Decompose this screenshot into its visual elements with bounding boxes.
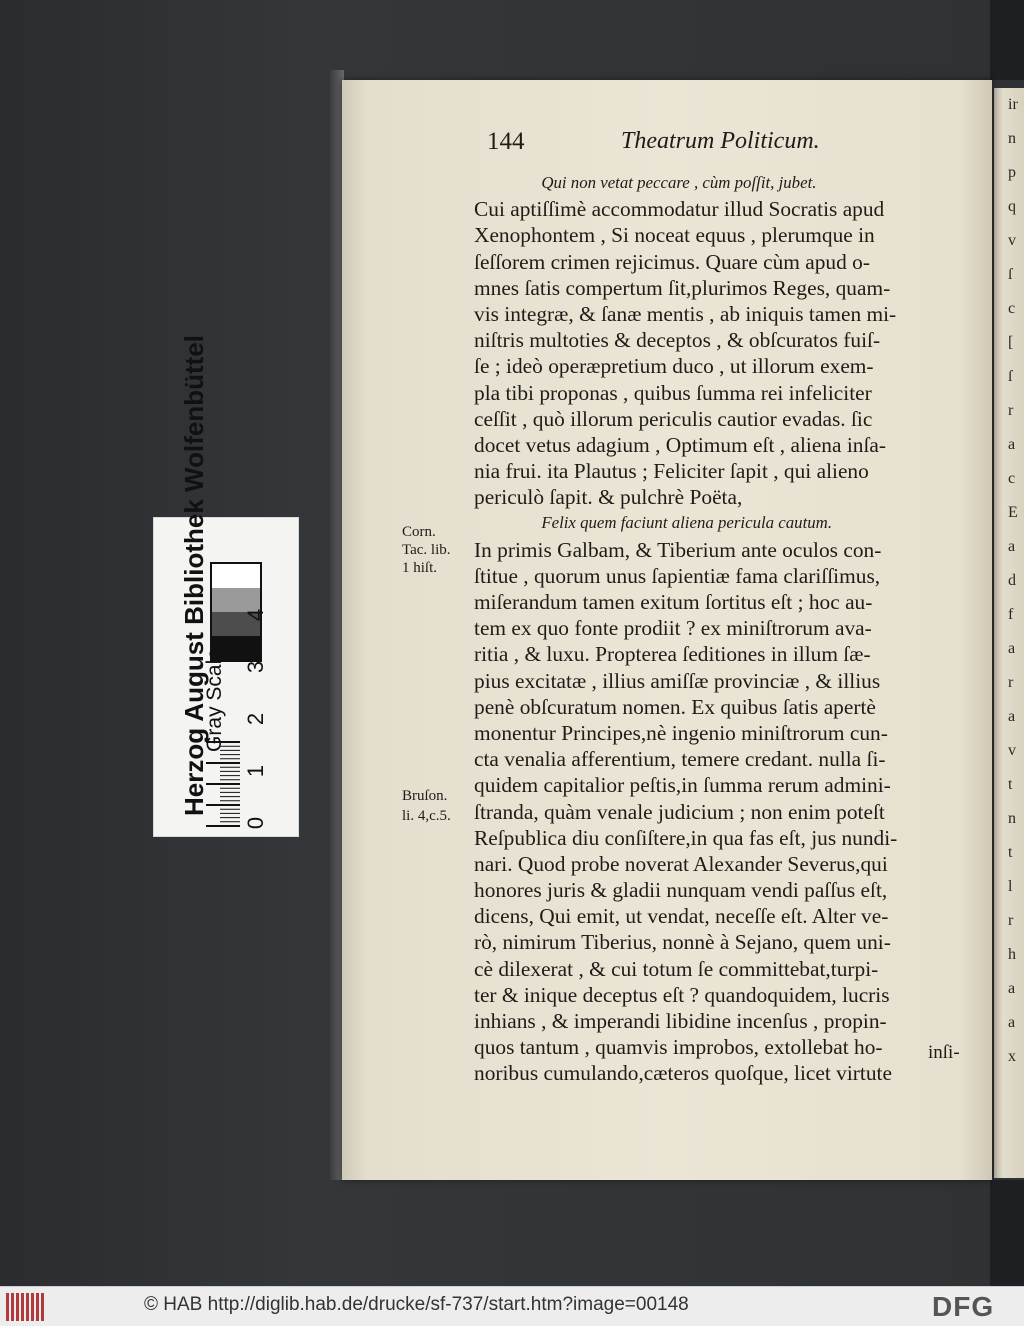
ruler [206,738,286,828]
text-line: ritia , & luxu. Propterea ſeditiones in illum ſæ- [474,642,871,667]
text-line: In primis Galbam, & Tiberium ante oculos con- [474,537,882,562]
adjacent-page-fragment: l [1008,878,1013,895]
adjacent-page-fragment: E [1008,504,1018,521]
dfg-logo: DFG [932,1291,995,1322]
adjacent-page-fragment: a [1008,640,1016,657]
binding-edge-lower [990,1180,1024,1286]
adjacent-page-fragment: d [1008,572,1016,589]
text-line: ſe ; ideò operæpretium duco , ut illorum exem- [474,354,874,379]
text-line: cè dilexerat , & cui totum ſe committebat,turpi- [474,956,879,981]
adjacent-page-fragment: x [1008,1048,1016,1065]
text-line: pius excitatæ , illius amiſſæ provinciæ , & illius [474,668,881,693]
italic-verse-line: Felix quem faciunt aliena pericula cautum. [541,513,833,533]
margin-note: li. 4,c.5. [402,808,451,824]
margin-note: Tac. lib. [402,542,451,558]
text-line: Cui aptiſſimè accommodatur illud Socratis apud [474,197,885,222]
ruler-number: 4 [243,608,269,622]
adjacent-page-edge [994,88,1024,1178]
text-line: quos tantum , quamvis improbos, extollebat ho- [474,1035,883,1060]
adjacent-page-fragment: a [1008,1014,1016,1031]
adjacent-page-fragment: t [1008,776,1013,793]
text-line: mnes ſatis compertum ſit,plurimos Reges, quam- [474,275,891,300]
text-line: Reſpublica diu conſiſtere,in qua fas eſt, jus nundi- [474,825,898,850]
text-line: penè obſcuratum nomen. Ex quibus ſatis apertè [474,694,876,719]
italic-verse-line: Qui non vetat peccare , cùm poſſit, jubet. [541,173,817,192]
running-title: Theatrum Politicum. [621,128,820,154]
ruler-number: 3 [243,660,269,674]
text-line: nia frui. ita Plautus ; Feliciter ſapit , qui alieno [474,459,869,484]
text-line: tem ex quo fonte prodiit ? ex miniſtrorum ava- [474,616,872,641]
adjacent-page-fragment: ir [1008,96,1018,113]
text-line: rò, nimirum Tiberius, nonnè à Sejano, quem uni- [474,930,891,955]
adjacent-page-fragment: n [1008,810,1016,827]
binding-edge [990,0,1024,80]
adjacent-page-fragment: v [1008,742,1016,759]
adjacent-page-fragment: q [1008,198,1016,215]
adjacent-page-fragment: [ [1008,334,1014,351]
adjacent-page-fragment: f [1008,606,1014,623]
text-line: noribus cumulando,cæteros quoſque, licet virtute [474,1061,892,1086]
catchword: inſi- [928,1042,960,1063]
adjacent-page-fragment: c [1008,470,1016,487]
gray-scale-label: Gray Scale [203,648,226,752]
margin-note: 1 hiſt. [402,560,438,576]
text-line: niſtris multoties & deceptos , & obſcuratos fuiſ- [474,328,881,353]
adjacent-page-fragment: t [1008,844,1013,861]
page-number: 144 [487,128,525,155]
adjacent-page-fragment: a [1008,708,1016,725]
adjacent-page-fragment: ſ [1008,368,1013,385]
adjacent-page-fragment: v [1008,232,1016,249]
text-line: nari. Quod probe noverat Alexander Severus,qui [474,851,888,876]
text-line: quidem capitalior peſtis,in ſumma rerum admini- [474,773,891,798]
adjacent-page-fragment: h [1008,946,1016,963]
gray-scale-card [153,335,299,837]
text-line: periculò ſapit. & pulchrè Poëta, [474,485,743,510]
text-line: miſerandum tamen exitum ſortitus eſt ; hoc au- [474,590,873,614]
text-line: inhians , & imperandi libidine incenſus , propin- [474,1009,887,1033]
library-name: Herzog August Bibliothek Wolfenbüttel [179,335,209,816]
text-line: docet vetus adagium , Optimum eſt , aliena inſa- [474,432,887,457]
footer-citation: © HAB http://diglib.hab.de/drucke/sf-737/start.htm?image=00148 [144,1294,689,1315]
text-line: pla tibi proponas , quibus ſumma rei infeliciter [474,380,872,405]
text-line: ſeſſorem crimen rejicimus. Quare cùm apud o- [474,249,870,274]
text-line: monentur Principes,nè ingenio miniſtrorum cun- [474,720,888,745]
text-line: ſtranda, quàm venale judicium ; non enim poteſt [474,799,885,824]
adjacent-page-fragment: r [1008,912,1014,929]
page-header [487,128,947,158]
swatch [212,564,260,588]
adjacent-page-fragment: a [1008,436,1016,453]
text-line: cta venalia afferentium, temere credant. nulla ſi- [474,747,886,772]
margin-note: Corn. [402,524,436,540]
text-line: honores juris & gladii nunquam vendi paſſus eſt, [474,878,888,903]
text-line: ter & inique deceptus eſt ? quandoquidem, lucris [474,982,890,1007]
ruler-number: 0 [243,816,269,830]
ruler-number: 1 [243,764,269,778]
adjacent-page-fragment: a [1008,980,1016,997]
margin-note: Bruſon. [402,788,448,804]
body-text [474,170,984,1087]
adjacent-page-fragment: a [1008,538,1016,555]
hab-logo-icon [6,1293,48,1321]
adjacent-page-fragment: p [1008,164,1016,181]
adjacent-page-fragment: r [1008,402,1014,419]
text-line: ſtitue , quorum unus ſapientiæ fama clariſſimus, [474,563,881,588]
adjacent-page-fragment: ſ [1008,266,1013,283]
adjacent-page-fragment: r [1008,674,1014,691]
text-line: ceſſit , quò illorum periculis cautior evadas. ſic [474,406,873,431]
adjacent-page-fragment: c [1008,300,1016,317]
text-line: vis integræ, & ſanæ mentis , ab iniquis tamen mi- [474,301,897,326]
footer-bar [0,1286,1024,1326]
ruler-number: 2 [243,712,269,726]
text-line: Xenophontem , Si noceat equus , plerumque in [474,223,875,248]
adjacent-page-fragment: n [1008,130,1016,147]
text-line: dicens, Qui emit, ut vendat, neceſſe eſt. Alter ve- [474,904,889,929]
